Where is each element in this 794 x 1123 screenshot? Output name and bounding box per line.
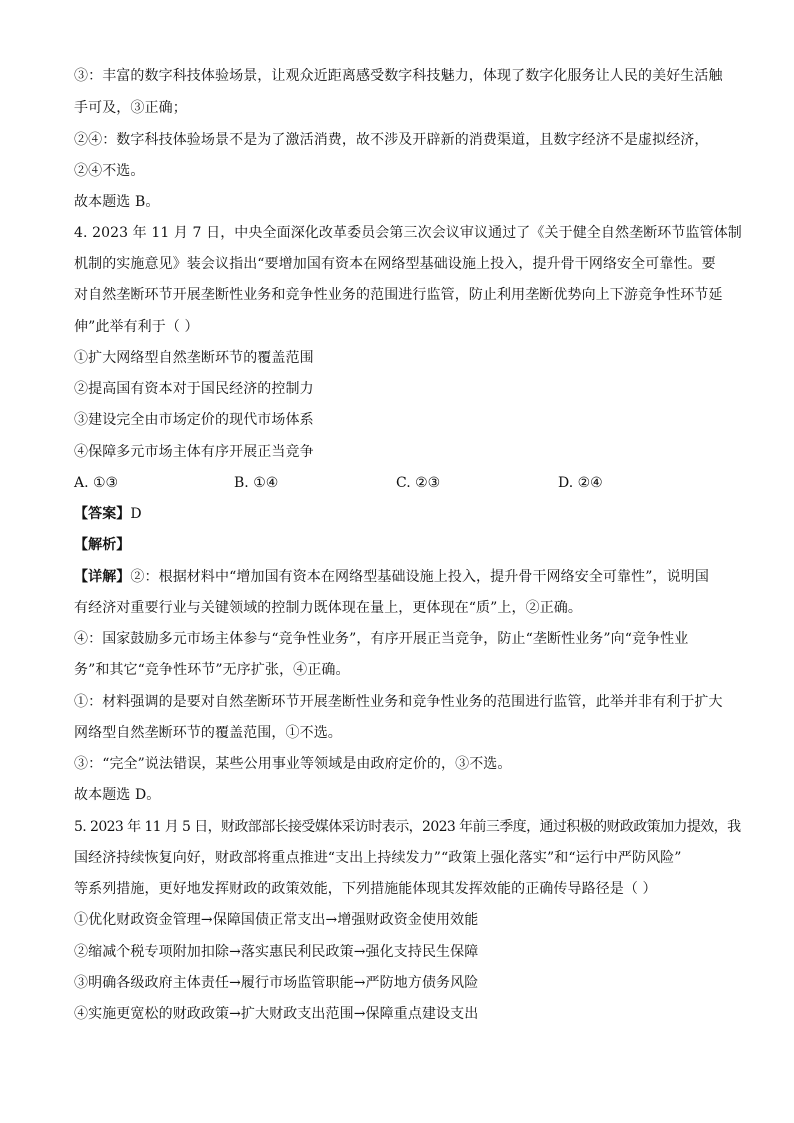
question-5-stem: 等系列措施，更好地发挥财政的政策效能，下列措施能体现其发挥效能的正确传导路径是（ ） [74, 881, 657, 897]
option-d: D. ②④ [558, 475, 603, 491]
option-a: A. ①③ [74, 475, 119, 491]
question-4-item: ②提高国有资本对于国民经济的控制力 [74, 381, 314, 397]
answer-line [74, 504, 724, 524]
detail-line [74, 567, 724, 587]
detail-line: ④：国家鼓励多元市场主体参与“竞争性业务”，有序开展正当竞争，防止“垄断性业务”向“竞争性业 [74, 631, 689, 647]
question-5-stem: 5. 2023 年 11 月 5 日，财政部部长接受媒体采访时表示，2023 年前三季度，通过积极的财政政策加力提效，我 [74, 819, 741, 835]
analysis-label: 【解析】 [74, 537, 131, 553]
answer-label: 【答案】 [74, 506, 131, 522]
detail-line: 网络型自然垄断环节的覆盖范围，①不选。 [74, 725, 342, 741]
detail-line: ①：材料强调的是要对自然垄断环节开展垄断性业务和竞争性业务的范围进行监管，此举并非有利于扩大 [74, 694, 723, 710]
question-5-item: ①优化财政资金管理→保障国债正常支出→增强财政资金使用效能 [74, 912, 479, 928]
question-4-item: ①扩大网络型自然垄断环节的覆盖范围 [74, 350, 314, 366]
question-5-item: ④实施更宽松的财政政策→扩大财政支出范围→保障重点建设支出 [74, 1006, 479, 1022]
answer-value: D [130, 506, 142, 522]
text-line: ②④：数字科技体验场景不是为了激活消费，故不涉及开辟新的消费渠道，且数字经济不是虚拟经济， [74, 132, 709, 148]
option-b: B. ①④ [234, 475, 279, 491]
question-5-item: ②缩减个税专项附加扣除→落实惠民利民政策→强化支持民生保障 [74, 944, 479, 960]
detail-line: ③：“完全”说法错误，某些公用事业等领域是由政府定价的，③不选。 [74, 756, 512, 772]
detail-line: 务”和其它“竞争性环节”无序扩张，④正确。 [74, 662, 350, 678]
option-c: C. ②③ [396, 475, 441, 491]
question-4-item: ④保障多元市场主体有序开展正当竞争 [74, 444, 314, 460]
detail-line: 有经济对重要行业与关键领域的控制力既体现在量上，更体现在“质”上，②正确。 [74, 600, 583, 616]
question-4-stem: 4. 2023 年 11 月 7 日，中央全面深化改革委员会第三次会议审议通过了《关于健全自然垄断环节监管体制 [74, 225, 742, 241]
question-4-stem: 机制的实施意见》装会议指出“要增加国有资本在网络型基础设施上投入，提升骨干网络安全可靠性。要 [74, 256, 716, 272]
question-4-stem: 对自然垄断环节开展垄断性业务和竞争性业务的范围进行监管，防止利用垄断优势向上下游竞争性环节延 [74, 287, 723, 303]
text-line: 手可及，③正确； [74, 100, 187, 116]
question-4-stem: 伸”此举有利于（ ） [74, 319, 199, 335]
text-line: ②④不选。 [74, 163, 145, 179]
text-line: ③：丰富的数字科技体验场景，让观众近距离感受数字科技魅力，体现了数字化服务让人民的美好生活触 [74, 68, 723, 84]
detail-text: ②：根据材料中“增加国有资本在网络型基础设施上投入，提升骨干网络安全可靠性”，说明国 [130, 569, 709, 585]
detail-line: 故本题选 D。 [74, 787, 161, 803]
text-line: 故本题选 B。 [74, 194, 160, 210]
question-4-item: ③建设完全由市场定价的现代市场体系 [74, 412, 314, 428]
question-5-stem: 国经济持续恢复向好，财政部将重点推进“支出上持续发力”“政策上强化落实”和“运行中严防风险” [74, 850, 682, 866]
question-5-item: ③明确各级政府主体责任→履行市场监管职能→严防地方债务风险 [74, 975, 479, 991]
detail-label: 【详解】 [74, 569, 131, 585]
